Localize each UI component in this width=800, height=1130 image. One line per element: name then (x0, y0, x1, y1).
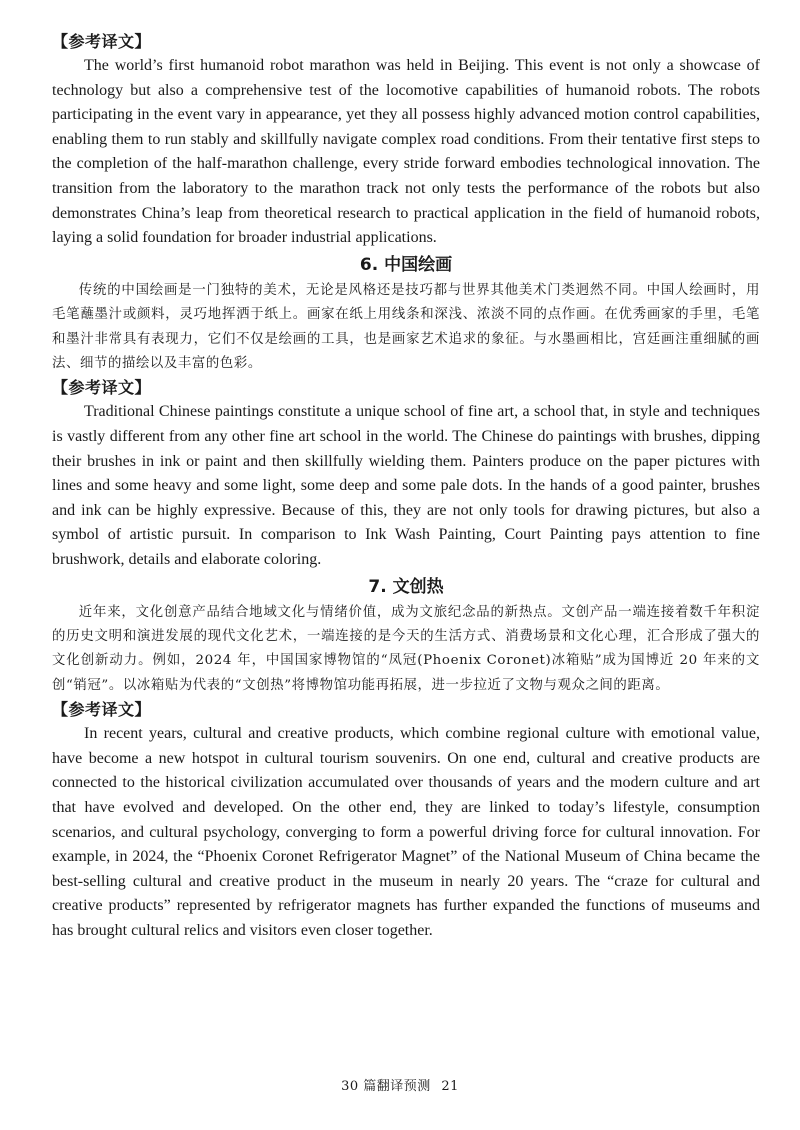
source-paragraph: 传统的中国绘画是一门独特的美术，无论是风格还是技巧都与世界其他美术门类迥然不同。中国人绘画时，用毛笔蘸墨汁或颜料，灵巧地挥洒于纸上。画家在纸上用线条和深浅、浓淡不同的点作画。在优秀画家的手里，毛笔和墨汁非常具有表现力，它们不仅是绘画的工具，也是画家艺术追求的象征。与水墨画相比，宫廷画注重细腻的画法、细节的描绘以及丰富的色彩。 (52, 282, 760, 371)
reference-translation-label: 【参考译文】 (52, 700, 152, 720)
page-footer (0, 1075, 800, 1094)
translation-paragraph: In recent years, cultural and creative products, which combine regional culture with emotional value, have become a new hotspot in cultural tourism souvenirs. On one end, cultural and creative products are connected to the historical civilization accumulated over thousands of years and the modern culture and art that have evolved and developed. On the other end, they are linked to today’s lifestyle, consumption scenarios, and cultural psychology, converging to form a powerful driving force for cultural innovation. For example, in 2024, the “Phoenix Coronet Refrigerator Magnet” of the National Museum of China became the best-selling cultural and creative product in the museum in nearly 20 years. The “craze for cultural and creative products” represented by refrigerator magnets has further expanded the functions of museums and has brought cultural relics and visitors even closer together. (52, 725, 760, 939)
translation-paragraph: Traditional Chinese paintings constitute a unique school of fine art, a school that, in style and techniques is vastly different from any other fine art school in the world. The Chinese do paintings with brushes, dipping their brushes in ink or paint and then skillfully wielding them. Painters produce on the paper pictures with lines and some heavy and some light, some deep and some pale dots. In the hands of a good painter, brushes and ink can be highly expressive. Because of this, they are not only tools for drawing pictures, but also a symbol of artistic pursuit. In comparison to Ink Wash Painting, Court Painting pays attention to fine brushwork, details and elaborate coloring. (52, 403, 760, 568)
section-heading: 6. 中国绘画 (359, 254, 453, 275)
book-title: 30 篇翻译预测 (341, 1079, 431, 1094)
page-number: 21 (441, 1079, 459, 1094)
reference-translation-label: 【参考译文】 (52, 378, 152, 398)
reference-translation-label: 【参考译文】 (52, 32, 152, 51)
source-paragraph: 近年来，文化创意产品结合地域文化与情绪价值，成为文旅纪念品的新热点。文创产品一端连接着数千年积淀的历史文明和演进发展的现代文化艺术，一端连接的是今天的生活方式、消费场景和文化心理，汇合形成了强大的文化创新动力。例如，2024 年，中国国家博物馆的“凤冠(Phoenix Coronet)冰箱贴”成为国博近 20 年来的文创“销冠”。以冰箱贴为代表的“文创热”将博物馆功能再拓展，进一步拉近了文物与观众之间的距离。 (52, 604, 760, 693)
section-heading: 7. 文创热 (368, 576, 444, 597)
page-content (52, 30, 760, 944)
translation-paragraph: The world’s first humanoid robot marathon was held in Beijing. This event is not only a showcase of technology but also a comprehensive test of the locomotive capabilities of humanoid robots. The robots participating in the event vary in appearance, yet they all possess highly advanced motion control capabilities, enabling them to run stably and skillfully navigate complex road conditions. From their tentative first steps to the completion of the half-marathon challenge, every stride forward embodies technological innovation. The transition from the laboratory to the marathon track not only tests the performance of the robots but also demonstrates China’s leap from theoretical research to practical application in the field of humanoid robots, laying a solid foundation for broader industrial applications. (52, 57, 760, 247)
